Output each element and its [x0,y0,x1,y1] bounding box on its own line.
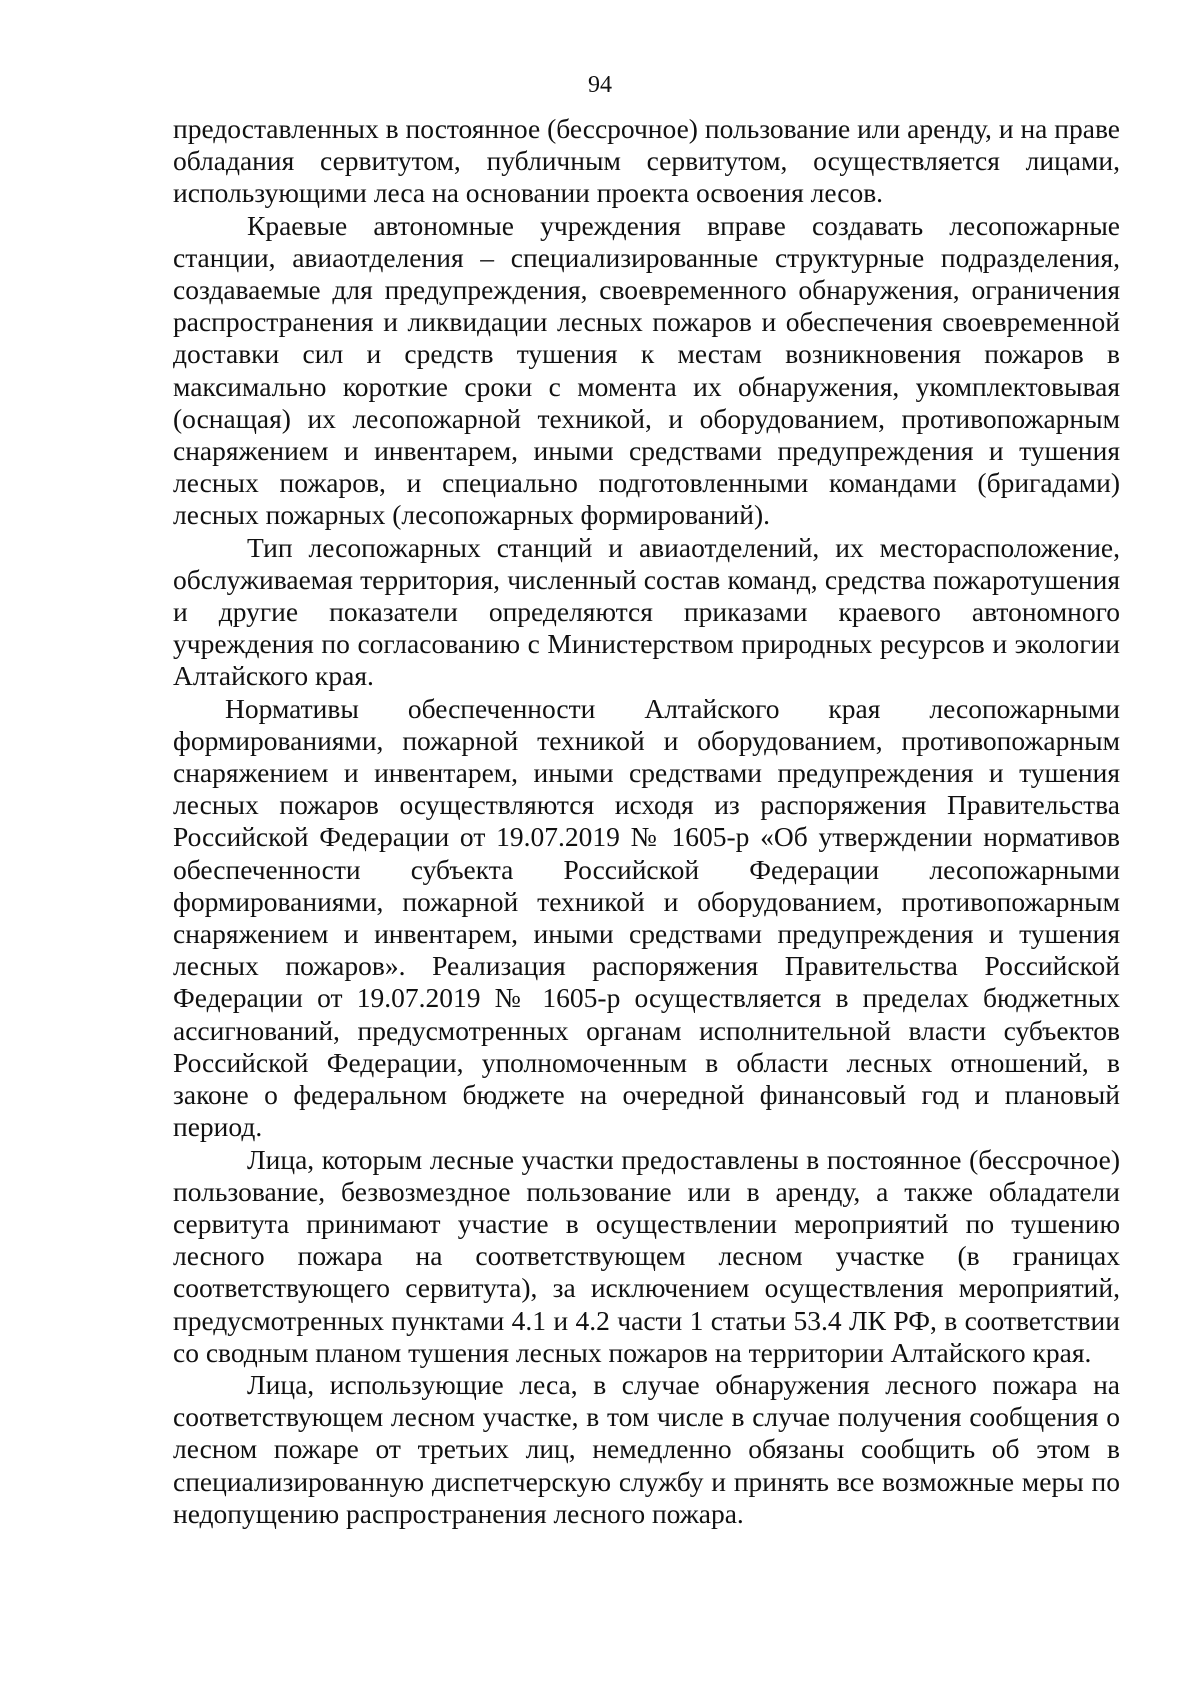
page-number: 94 [588,72,612,98]
paragraph-continuation: предоставленных в постоянное (бессрочное) пользование или аренду, и на праве обладания сервитутом, публичным сервитутом, осуществляется лицами, использующими леса на основании проекта освоения лесов. [173,113,1120,209]
paragraph-station-types: Тип лесопожарных станций и авиаотделений, их месторасположение, обслуживаемая территория, численный состав команд, средства пожаротушения и другие показатели определяются приказами краевого автономного учреждения по согласованию с Министерством природных ресурсов и экологии Алтайского края. [173,531,1120,692]
paragraph-fire-reporting: Лица, использующие леса, в случае обнаружения лесного пожара на соответствующем лесном участке, в том числе в случае получения сообщения о лесном пожаре от третьих лиц, немедленно обязаны сообщить об этом в специализированную диспетчерскую службу и принять все возможные меры по недопущению распространения лесного пожара. [173,1368,1120,1529]
document-body [173,113,1120,1530]
paragraph-participants: Лица, которым лесные участки предоставлены в постоянное (бессрочное) пользование, безвозмездное пользование или в аренду, а также обладатели сервитута принимают участие в осуществлении мероприятий по тушению лесного пожара на соответствующем лесном участке (в границах соответствующего сервитута), за исключением осуществления мероприятий, предусмотренных пунктами 4.1 и 4.2 части 1 статьи 53.4 ЛК РФ, в соответствии со сводным планом тушения лесных пожаров на территории Алтайского края. [173,1143,1120,1368]
paragraph-autonomous-institutions: Краевые автономные учреждения вправе создавать лесопожарные станции, авиаотделения – специализированные структурные подразделения, создаваемые для предупреждения, своевременного обнаружения, ограничения распространения и ликвидации лесных пожаров и обеспечения своевременной доставки сил и средств тушения к местам возникновения пожаров в максимально короткие сроки с момента их обнаружения, укомплектовывая (оснащая) их лесопожарной техникой, и оборудованием, противопожарным снаряжением и инвентарем, иными средствами предупреждения и тушения лесных пожаров, и специально подготовленными командами (бригадами) лесных пожарных (лесопожарных формирований). [173,209,1120,531]
paragraph-provision-norms: Нормативы обеспеченности Алтайского края лесопожарными формированиями, пожарной техникой и оборудованием, противопожарным снаряжением и инвентарем, иными средствами предупреждения и тушения лесных пожаров осуществляются исходя из распоряжения Правительства Российской Федерации от 19.07.2019 № 1605-р «Об утверждении нормативов обеспеченности субъекта Российской Федерации лесопожарными формированиями, пожарной техникой и оборудованием, противопожарным снаряжением и инвентарем, иными средствами предупреждения и тушения лесных пожаров». Реализация распоряжения Правительства Российской Федерации от 19.07.2019 № 1605-р осуществляется в пределах бюджетных ассигнований, предусмотренных органам исполнительной власти субъектов Российской Федерации, уполномоченным в области лесных отношений, в законе о федеральном бюджете на очередной финансовый год и плановый период. [173,692,1120,1143]
